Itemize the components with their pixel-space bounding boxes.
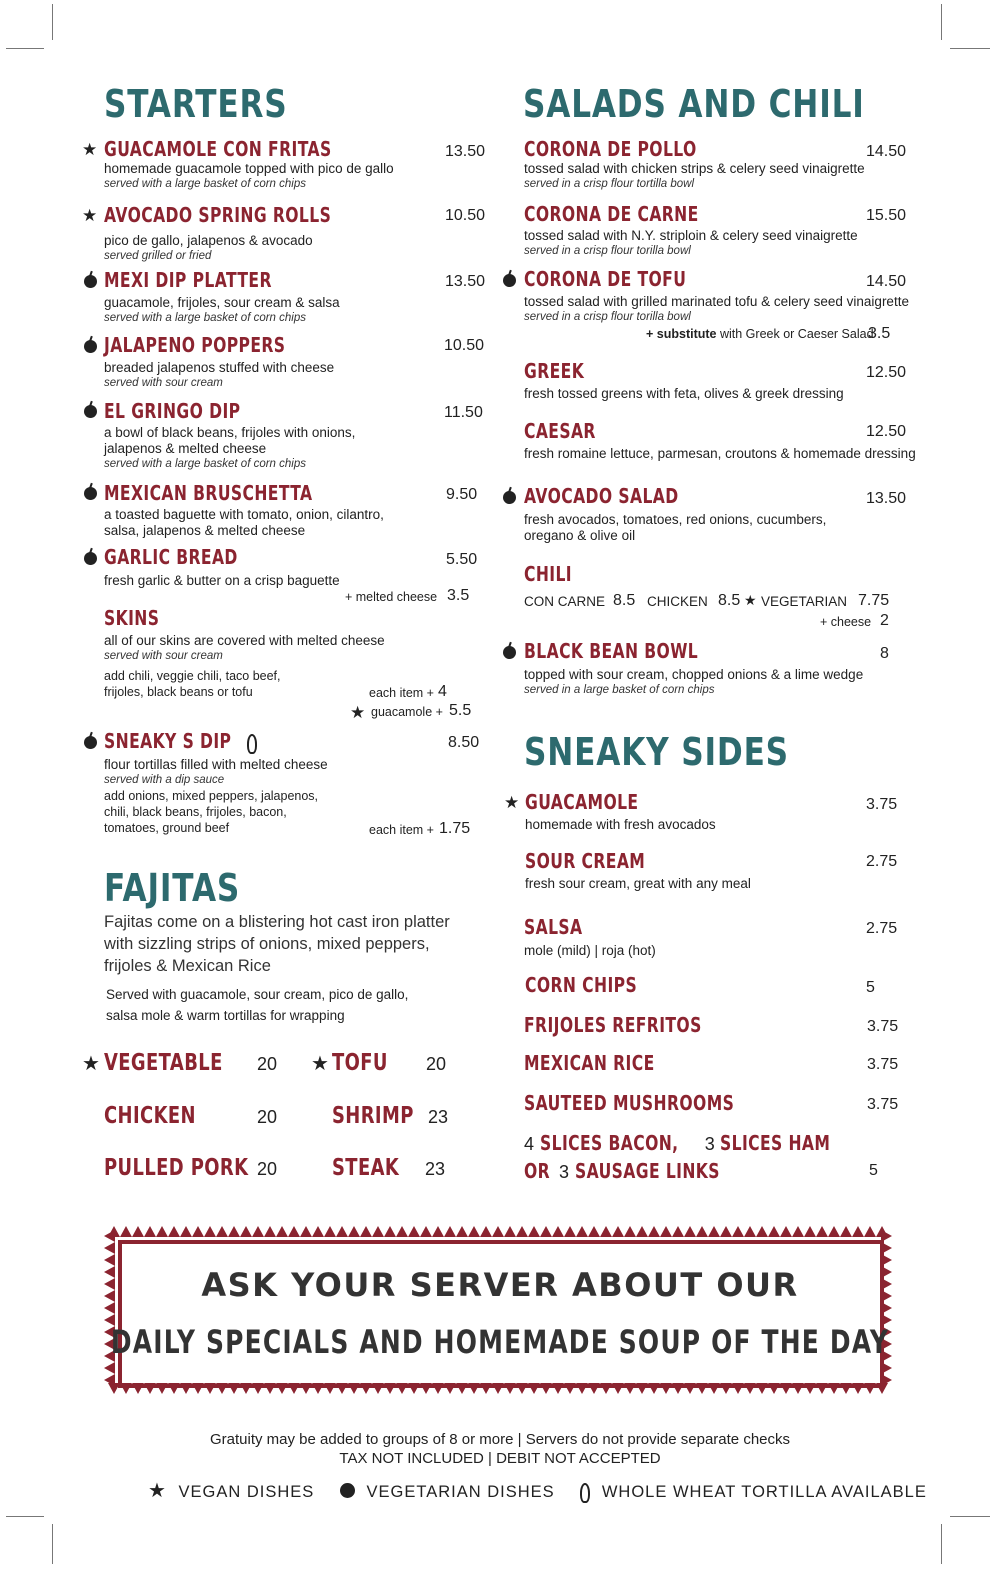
- crop-mark: [6, 48, 44, 49]
- crop-mark: [941, 4, 942, 40]
- item-price: 2.75: [866, 920, 898, 937]
- crop-mark: [52, 1524, 53, 1564]
- item-desc: tossed salad with N.Y. striploin & celery seed vinaigrette: [524, 228, 858, 243]
- item-sub: served in a large basket of corn chips: [524, 684, 715, 696]
- item-price: 13.50: [445, 273, 486, 290]
- item-price: 9.50: [446, 486, 478, 503]
- menu-item: [104, 730, 328, 836]
- item-name: MEXICAN RICE: [524, 1051, 655, 1075]
- item-price: 3.75: [866, 796, 898, 813]
- item-name: BLACK BEAN BOWL: [524, 639, 699, 663]
- menu-item: [104, 482, 384, 539]
- crop-mark: [52, 4, 53, 40]
- vegetarian-apple-icon: [84, 487, 97, 500]
- item-addons: chili, black beans, frijoles, bacon,: [104, 804, 287, 819]
- item-desc: breaded jalapenos stuffed with cheese: [104, 360, 335, 375]
- fajita-name: TOFU: [332, 1050, 388, 1076]
- sausage-label: SAUSAGE LINKS: [574, 1159, 720, 1183]
- item-name: AVOCADO SALAD: [524, 484, 679, 508]
- vegan-star-icon: ★: [82, 140, 98, 159]
- menu-item: [524, 916, 656, 959]
- vegetarian-apple-icon: [84, 275, 97, 288]
- fajita-name: SHRIMP: [332, 1103, 414, 1129]
- fajita-price: 23: [428, 1107, 449, 1127]
- fajitas-desc: Fajitas come on a blistering hot cast iron platter: [104, 913, 450, 931]
- menu-item: [104, 400, 355, 472]
- chili-cheese-label: + cheese: [820, 615, 872, 629]
- chili-con-carne-price: 8.5: [613, 592, 636, 609]
- menu-item: [524, 203, 858, 259]
- item-sub: served with a large basket of corn chips: [104, 178, 306, 190]
- menu-item: [524, 1014, 752, 1037]
- item-desc: tossed salad with grilled marinated tofu & celery seed vinaigrette: [524, 294, 909, 309]
- menu-item: [525, 850, 751, 892]
- item-sub: served in a crisp flour torilla bowl: [524, 245, 691, 257]
- vegetarian-apple-icon: [503, 274, 516, 287]
- item-desc: homemade guacamole topped with pico de gallo: [104, 161, 394, 176]
- menu-item: [525, 791, 716, 833]
- each-item-label: each item +: [369, 823, 434, 837]
- item-name: CORONA DE CARNE: [524, 202, 699, 226]
- ham-count: 3: [704, 1134, 715, 1154]
- menu-item: [524, 420, 916, 462]
- fajita-price: 20: [426, 1054, 447, 1074]
- sausage-count: 3: [558, 1162, 569, 1182]
- vegan-star-icon: ★: [504, 793, 520, 812]
- banner-frame: [118, 1240, 884, 1388]
- item-price: 2.75: [866, 853, 898, 870]
- item-name: JALAPENO POPPERS: [104, 333, 286, 357]
- item-name: SNEAKY S DIP: [104, 729, 232, 753]
- menu-item: [104, 607, 385, 700]
- banner-line-1: ASK YOUR SERVER ABOUT OUR: [201, 1266, 799, 1304]
- menu-item: [104, 334, 337, 391]
- fajita-price: 20: [257, 1159, 278, 1179]
- item-desc: jalapenos & melted cheese: [104, 441, 267, 456]
- item-desc: fresh garlic & butter on a crisp baguette: [104, 573, 340, 588]
- item-price: 12.50: [866, 423, 907, 440]
- item-price: 10.50: [445, 207, 486, 224]
- item-desc: mole (mild) | roja (hot): [524, 943, 656, 958]
- substitute-text: with Greek or Caeser Salad: [719, 327, 874, 341]
- item-price: 11.50: [444, 404, 483, 421]
- menu-item: [524, 268, 909, 325]
- item-desc: fresh sour cream, great with any meal: [525, 876, 751, 891]
- each-item-price: 4: [438, 683, 447, 700]
- footer-tax: TAX NOT INCLUDED | DEBIT NOT ACCEPTED: [339, 1450, 661, 1467]
- vegetarian-apple-icon: [503, 491, 516, 504]
- vegan-star-icon: ★: [744, 592, 757, 608]
- fajitas-served: Served with guacamole, sour cream, pico de gallo,: [106, 987, 409, 1002]
- item-price: 5: [866, 979, 875, 996]
- chili-con-carne: CON CARNE: [524, 594, 606, 609]
- item-price: 13.50: [866, 490, 907, 507]
- or-label: OR: [524, 1159, 551, 1183]
- bacon-label: SLICES BACON,: [539, 1131, 679, 1155]
- item-addons: add onions, mixed peppers, jalapenos,: [104, 788, 319, 803]
- item-name: CAESAR: [524, 419, 596, 443]
- item-price: 8.50: [448, 734, 480, 751]
- item-name: CORN CHIPS: [525, 973, 638, 997]
- item-addons: add chili, veggie chili, taco beef,: [104, 669, 281, 683]
- fajitas-desc: frijoles & Mexican Rice: [104, 957, 271, 975]
- vegetarian-apple-icon: [84, 340, 97, 353]
- item-desc: fresh romaine lettuce, parmesan, croutons & homemade dressing: [524, 446, 916, 461]
- vegetarian-apple-icon: [84, 552, 97, 565]
- chili-vegetarian: VEGETARIAN: [761, 594, 848, 609]
- item-name: CORONA DE TOFU: [524, 267, 687, 291]
- item-desc: fresh tossed greens with feta, olives & greek dressing: [524, 386, 844, 401]
- item-desc: flour tortillas filled with melted cheese: [104, 756, 328, 772]
- starters-heading: STARTERS: [104, 82, 288, 126]
- item-sub: served with a large basket of corn chips: [104, 458, 306, 470]
- menu-item: [104, 138, 396, 192]
- menu-item: [524, 640, 863, 698]
- item-price: 3.75: [867, 1056, 899, 1073]
- fajita-price: 20: [257, 1107, 278, 1127]
- item-sub: served with sour cream: [104, 377, 223, 389]
- item-price: 5.50: [446, 551, 478, 568]
- item-sub: served grilled or fried: [104, 250, 212, 262]
- fajita-price: 20: [257, 1054, 278, 1074]
- item-name: SAUTEED MUSHROOMS: [524, 1091, 735, 1115]
- menu-item: [104, 204, 395, 264]
- fajita-name: PULLED PORK: [104, 1155, 249, 1181]
- item-desc: pico de gallo, jalapenos & avocado: [104, 233, 313, 248]
- chili-chicken: CHICKEN: [647, 594, 708, 609]
- breakfast-meats: [524, 1130, 862, 1186]
- item-name: GUACAMOLE CON FRITAS: [104, 137, 332, 161]
- item-name: CORONA DE POLLO: [524, 137, 697, 161]
- vegan-star-icon: ★: [350, 703, 366, 722]
- item-price: 13.50: [445, 143, 486, 160]
- item-sub: served in a crisp flour tortilla bowl: [524, 178, 695, 190]
- banner-line-2: DAILY SPECIALS AND HOMEMADE SOUP OF THE DAY: [110, 1323, 890, 1361]
- item-name: GREEK: [524, 359, 585, 383]
- ham-label: SLICES HAM: [720, 1131, 831, 1155]
- item-name: CHILI: [524, 562, 573, 586]
- item-name: GUACAMOLE: [525, 790, 639, 814]
- item-name: MEXI DIP PLATTER: [104, 268, 272, 292]
- each-item-label: each item +: [369, 686, 434, 700]
- guacamole-addon-price: 5.5: [449, 702, 472, 719]
- vegan-star-icon: ★: [82, 206, 98, 225]
- item-price: 8: [880, 645, 889, 662]
- chili-chicken-price: 8.5: [718, 592, 741, 609]
- item-name: MEXICAN BRUSCHETTA: [104, 481, 313, 505]
- item-desc: a toasted baguette with tomato, onion, cilantro,: [104, 507, 384, 522]
- item-name: EL GRINGO DIP: [104, 399, 241, 423]
- item-desc: topped with sour cream, chopped onions & a lime wedge: [524, 667, 864, 682]
- menu-item: [524, 360, 844, 402]
- legend-vegan: VEGAN DISHES: [178, 1483, 315, 1501]
- item-price: 3.75: [867, 1018, 899, 1035]
- item-addons: tomatoes, ground beef: [104, 820, 230, 835]
- menu-item: [524, 1092, 794, 1115]
- item-sub: served in a crisp flour torilla bowl: [524, 311, 691, 323]
- fajita-name: STEAK: [332, 1155, 400, 1181]
- vegetarian-apple-icon: [84, 405, 97, 418]
- extra-label: + melted cheese: [345, 590, 438, 604]
- item-name: SALSA: [524, 915, 583, 939]
- legend-wheat: WHOLE WHEAT TORTILLA AVAILABLE: [601, 1483, 927, 1501]
- sides-heading: SNEAKY SIDES: [524, 730, 789, 774]
- legend: [148, 1478, 927, 1503]
- item-desc: salsa, jalapenos & melted cheese: [104, 523, 306, 538]
- item-addons: frijoles, black beans or tofu: [104, 685, 253, 699]
- item-name: SKINS: [104, 606, 160, 630]
- menu-item: [525, 974, 669, 997]
- item-desc: all of our skins are covered with melted cheese: [104, 633, 385, 648]
- chili-cheese-price: 2: [880, 612, 889, 629]
- item-price: 14.50: [866, 143, 907, 160]
- crop-mark: [950, 1516, 990, 1517]
- item-name: GARLIC BREAD: [104, 545, 238, 569]
- vegetarian-apple-icon: [84, 736, 97, 749]
- item-price: 5: [869, 1162, 878, 1179]
- menu-item: [524, 563, 586, 586]
- fajitas-served: salsa mole & warm tortillas for wrapping: [106, 1008, 345, 1023]
- item-name: SOUR CREAM: [525, 849, 646, 873]
- menu-item: [104, 269, 340, 326]
- crop-mark: [6, 1516, 44, 1517]
- menu-item: [524, 1052, 691, 1075]
- wheat-icon: [580, 1483, 590, 1503]
- item-desc: fresh avocados, tomatoes, red onions, cucumbers,: [524, 512, 827, 527]
- item-price: 10.50: [444, 337, 485, 354]
- salads-heading: SALADS AND CHILI: [523, 82, 865, 126]
- fajita-price: 23: [425, 1159, 446, 1179]
- footer-gratuity: Gratuity may be added to groups of 8 or more | Servers do not provide separate checks: [209, 1431, 791, 1448]
- item-sub: served with sour cream: [104, 650, 223, 662]
- item-desc: oregano & olive oil: [524, 528, 636, 543]
- extra-price: 3.5: [447, 587, 470, 604]
- vegetarian-apple-icon: [503, 646, 516, 659]
- fajitas-heading: FAJITAS: [104, 866, 241, 910]
- vegetarian-apple-icon: [340, 1483, 355, 1498]
- vegan-star-icon: ★: [82, 1053, 100, 1075]
- crop-mark: [941, 1524, 942, 1564]
- fajita-name: CHICKEN: [104, 1103, 196, 1129]
- bacon-count: 4: [524, 1134, 535, 1154]
- crop-mark: [950, 48, 990, 49]
- item-name: AVOCADO SPRING ROLLS: [104, 203, 332, 227]
- fajita-name: VEGETABLE: [104, 1050, 223, 1076]
- item-name: FRIJOLES REFRITOS: [524, 1013, 702, 1037]
- legend-vegetarian: VEGETARIAN DISHES: [366, 1483, 555, 1501]
- substitute-prefix-text: + substitute: [646, 327, 717, 341]
- item-desc: homemade with fresh avocados: [525, 817, 716, 832]
- item-price: 12.50: [866, 364, 907, 381]
- chili-vegetarian-price: 7.75: [858, 592, 890, 609]
- item-price: 14.50: [866, 273, 907, 290]
- item-sub: served with a large basket of corn chips: [104, 312, 306, 324]
- item-desc: guacamole, frijoles, sour cream & salsa: [104, 295, 340, 310]
- menu-item: [524, 485, 826, 544]
- item-desc: a bowl of black beans, frijoles with onions,: [104, 425, 356, 440]
- vegan-star-icon: ★: [311, 1053, 329, 1075]
- item-sub: served with a dip sauce: [104, 773, 225, 786]
- fajitas-desc: with sizzling strips of onions, mixed peppers,: [104, 935, 430, 953]
- item-price: 3.75: [867, 1096, 899, 1113]
- menu-item: [104, 546, 340, 589]
- substitute-price: 3.5: [868, 325, 891, 342]
- each-item-price: 1.75: [439, 820, 471, 837]
- item-price: 15.50: [866, 207, 907, 224]
- menu-item: [524, 138, 865, 192]
- item-desc: tossed salad with chicken strips & celery seed vinaigrette: [524, 161, 865, 176]
- guacamole-addon-label: guacamole +: [371, 705, 443, 719]
- substitute-prefix: [646, 327, 874, 341]
- vegan-star-icon: ★: [148, 1480, 167, 1502]
- wheat-icon: [247, 734, 257, 754]
